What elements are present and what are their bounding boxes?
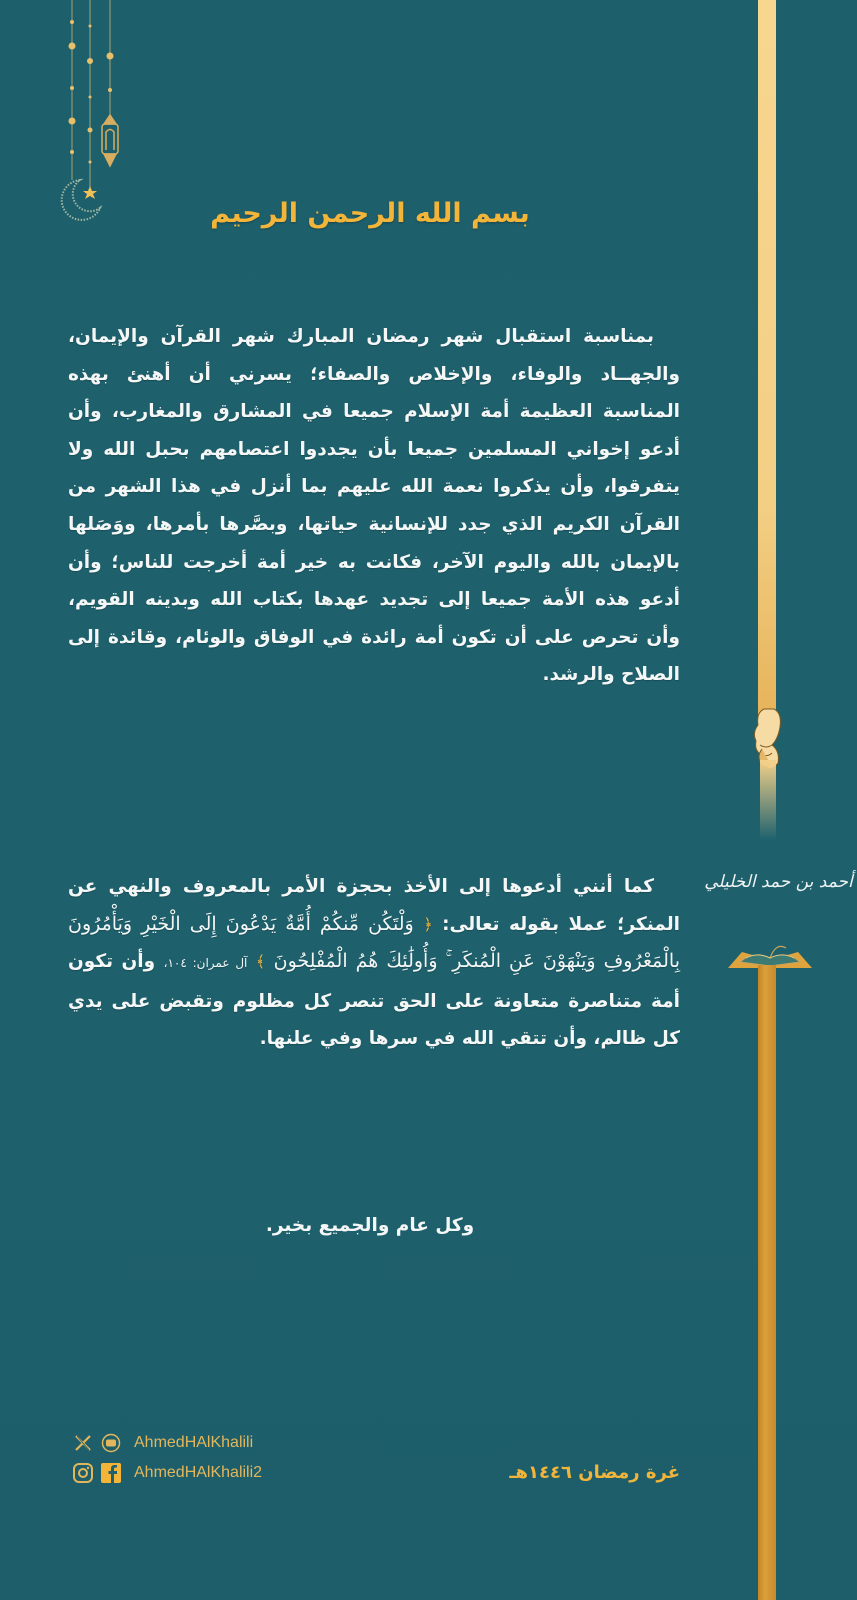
social-links [72,1428,262,1488]
closing-greeting: وكل عام والجميع بخير. [265,1215,475,1236]
signature: أحمد بن حمد الخليلي [704,872,853,892]
quran-ornament-close-icon: ﴾ [255,952,266,972]
message-paragraph-1 [68,318,680,694]
facebook-icon[interactable] [100,1462,122,1484]
social-handle-2[interactable]: AhmedHAlKhalili2 [134,1464,263,1481]
hijri-date: غرة رمضان ١٤٤٦هـ [509,1462,680,1483]
instagram-icon[interactable] [72,1462,94,1484]
golden-rope-bottom [758,965,776,1600]
verse-reference: آل عمران: ١٠٤، [163,956,248,971]
youtube-icon[interactable] [100,1432,122,1454]
x-icon[interactable] [72,1432,94,1454]
social-row-1[interactable] [72,1428,262,1458]
social-row-2[interactable] [72,1458,262,1488]
hanging-lanterns-icon [52,0,132,230]
paragraph-2-rest: وأن تكون أمة متناصرة متعاونة على الحق تنصر كل مظلوم وتقبض على يدي كل ظالم، وأن تتقي الله في سرها وفي علنها. [68,951,680,1050]
golden-rope-top [758,0,776,720]
quran-ornament-open-icon: ﴿ [423,914,433,934]
message-paragraph-2 [68,868,680,1058]
paragraph-1-text: بمناسبة استقبال شهر رمضان المبارك شهر القرآن والإيمان، والجهــاد والوفاء، والإخلاص والصفاء؛ يسرني أن أهنئ بهذه المناسبة العظيمة أمة الإسلام جميعا في المشارق والمغارب، وأن أدعو إخواني المسلمين جميعا بأن يجددوا اعتصامهم بحبل الله ولا يتفرقوا، وأن يذكروا نعمة الله عليهم بما أنزل في هذا الشهر من القرآن الكريم الذي جدد للإنسانية حياتها، وبصَّرها بأمرها، ووَصَلها بالإيمان بالله واليوم الآخر، فكانت به خير أمة أخرجت للناس؛ وأن أدعو هذه الأمة جميعا إلى تجديد عهدها بكتاب الله وبدينه القويم، وأن تحرص على أن تكون أمة رائدة في الوفاق والوئام، وقائدة إلى الصلاح والرشد. [68,326,680,686]
social-handle-1[interactable]: AhmedHAlKhalili [134,1434,254,1451]
golden-rope-fade [760,760,776,840]
quran-verse: وَلْتَكُن مِّنكُمْ أُمَّةٌ يَدْعُونَ إِلَى الْخَيْرِ وَيَأْمُرُونَ بِالْمَعْرُوفِ وَيَنْهَوْنَ عَنِ الْمُنكَرِ ۚ وَأُولَٰئِكَ هُمُ الْمُفْلِحُونَ [68,912,680,973]
basmala-heading: بسم الله الرحمن الرحيم [210,198,530,229]
paragraph-2-intro: كما أنني أدعوها إلى الأخذ بحجزة الأمر بالمعروف والنهي عن المنكر؛ عملا بقوله تعالى: [68,876,680,935]
